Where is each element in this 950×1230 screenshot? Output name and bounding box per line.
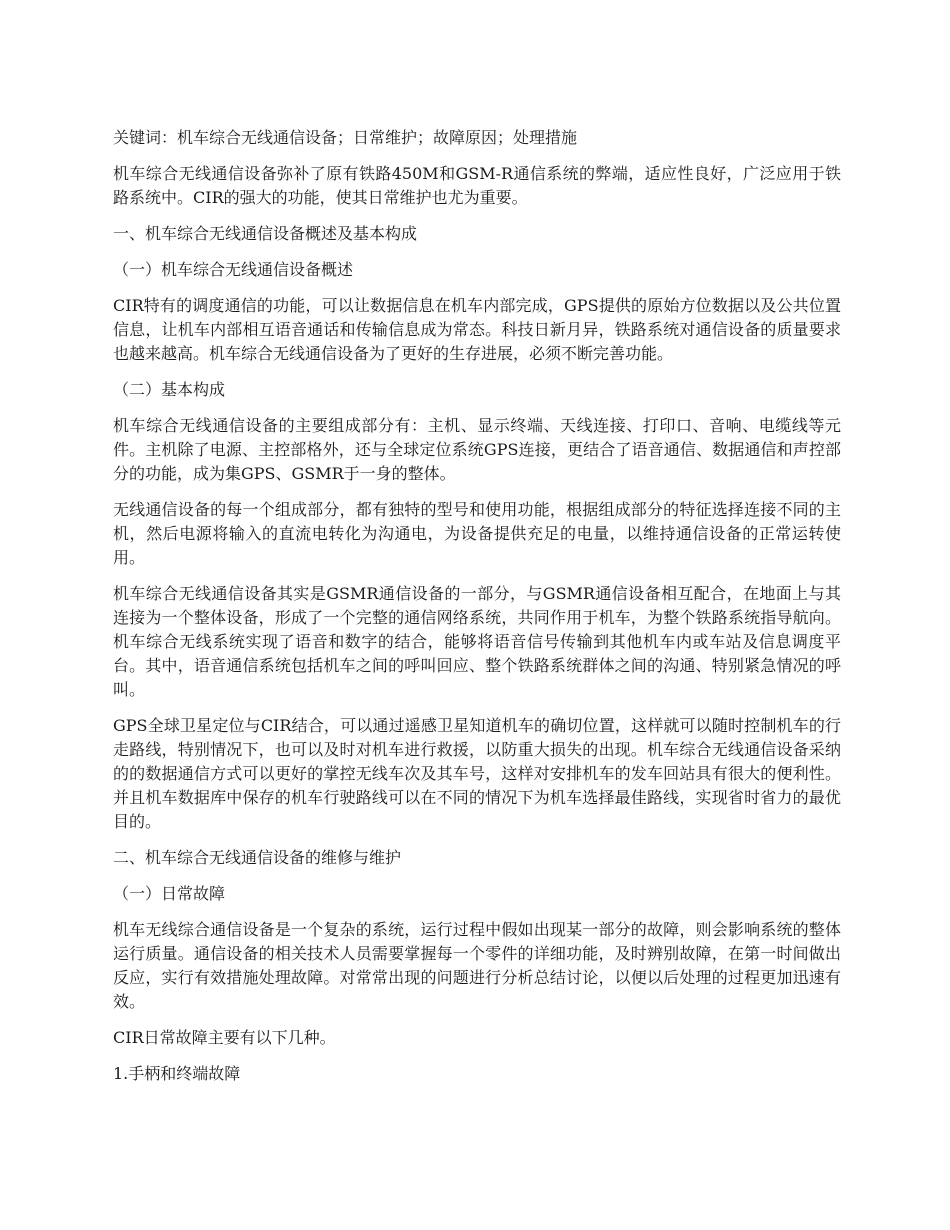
keywords-line: 关键词：机车综合无线通信设备；日常维护；故障原因；处理措施 (113, 128, 578, 147)
body-paragraph: 机车无线综合通信设备是一个复杂的系统，运行过程中假如出现某一部分的故障，则会影响系统的整体运行质量。通信设备的相关技术人员需要掌握每一个零件的详细功能，及时辨别故障，在第一时间做出反应，实行有效措施处理故障。对常常出现的问题进行分析总结讨论，以便以后处理的过程更加迅速有效。 (113, 920, 841, 1011)
section-heading: 一、机车综合无线通信设备概述及基本构成 (113, 224, 418, 243)
body-paragraph: 机车综合无线通信设备的主要组成部分有：主机、显示终端、天线连接、打印口、音响、电缆线等元件。主机除了电源、主控部格外，还与全球定位系统GPS连接，更结合了语音通信、数据通信和声控部分的功能，成为集GPS、GSMR于一身的整体。 (113, 416, 841, 483)
body-paragraph: CIR日常故障主要有以下几种。 (113, 1028, 336, 1047)
intro-paragraph: 机车综合无线通信设备弥补了原有铁路450M和GSM-R通信系统的弊端，适应性良好，广泛应用于铁路系统中。CIR的强大的功能，使其日常维护也尤为重要。 (113, 164, 841, 207)
section-heading: 二、机车综合无线通信设备的维修与维护 (113, 848, 402, 867)
subsection-heading: （一）日常故障 (113, 884, 226, 903)
body-paragraph: CIR特有的调度通信的功能，可以让数据信息在机车内部完成，GPS提供的原始方位数据以及公共位置信息，让机车内部相互语音通话和传输信息成为常态。科技日新月异，铁路系统对通信设备的质量要求也越来越高。机车综合无线通信设备为了更好的生存进展，必须不断完善功能。 (113, 296, 841, 363)
body-paragraph: 无线通信设备的每一个组成部分，都有独特的型号和使用功能，根据组成部分的特征选择连接不同的主机，然后电源将输入的直流电转化为沟通电，为设备提供充足的电量，以维持通信设备的正常运转使用。 (113, 500, 841, 567)
subsection-heading: （二）基本构成 (113, 380, 226, 399)
list-item-heading: 1.手柄和终端故障 (113, 1064, 241, 1083)
subsection-heading: （一）机车综合无线通信设备概述 (113, 260, 354, 279)
body-paragraph: 机车综合无线通信设备其实是GSMR通信设备的一部分，与GSMR通信设备相互配合，在地面上与其连接为一个整体设备，形成了一个完整的通信网络系统，共同作用于机车，为整个铁路系统指导航向。机车综合无线系统实现了语音和数字的结合，能够将语音信号传输到其他机车内或车站及信息调度平台。其中，语音通信系统包括机车之间的呼叫回应、整个铁路系统群体之间的沟通、特别紧急情况的呼叫。 (113, 584, 841, 699)
document-body (113, 126, 841, 1098)
body-paragraph: GPS全球卫星定位与CIR结合，可以通过遥感卫星知道机车的确切位置，这样就可以随时控制机车的行走路线，特别情况下，也可以及时对机车进行救援，以防重大损失的出现。机车综合无线通信设备采纳的的数据通信方式可以更好的掌控无线车次及其车号，这样对安排机车的发车回站具有很大的便利性。并且机车数据库中保存的机车行驶路线可以在不同的情况下为机车选择最佳路线，实现省时省力的最优目的。 (113, 716, 841, 831)
